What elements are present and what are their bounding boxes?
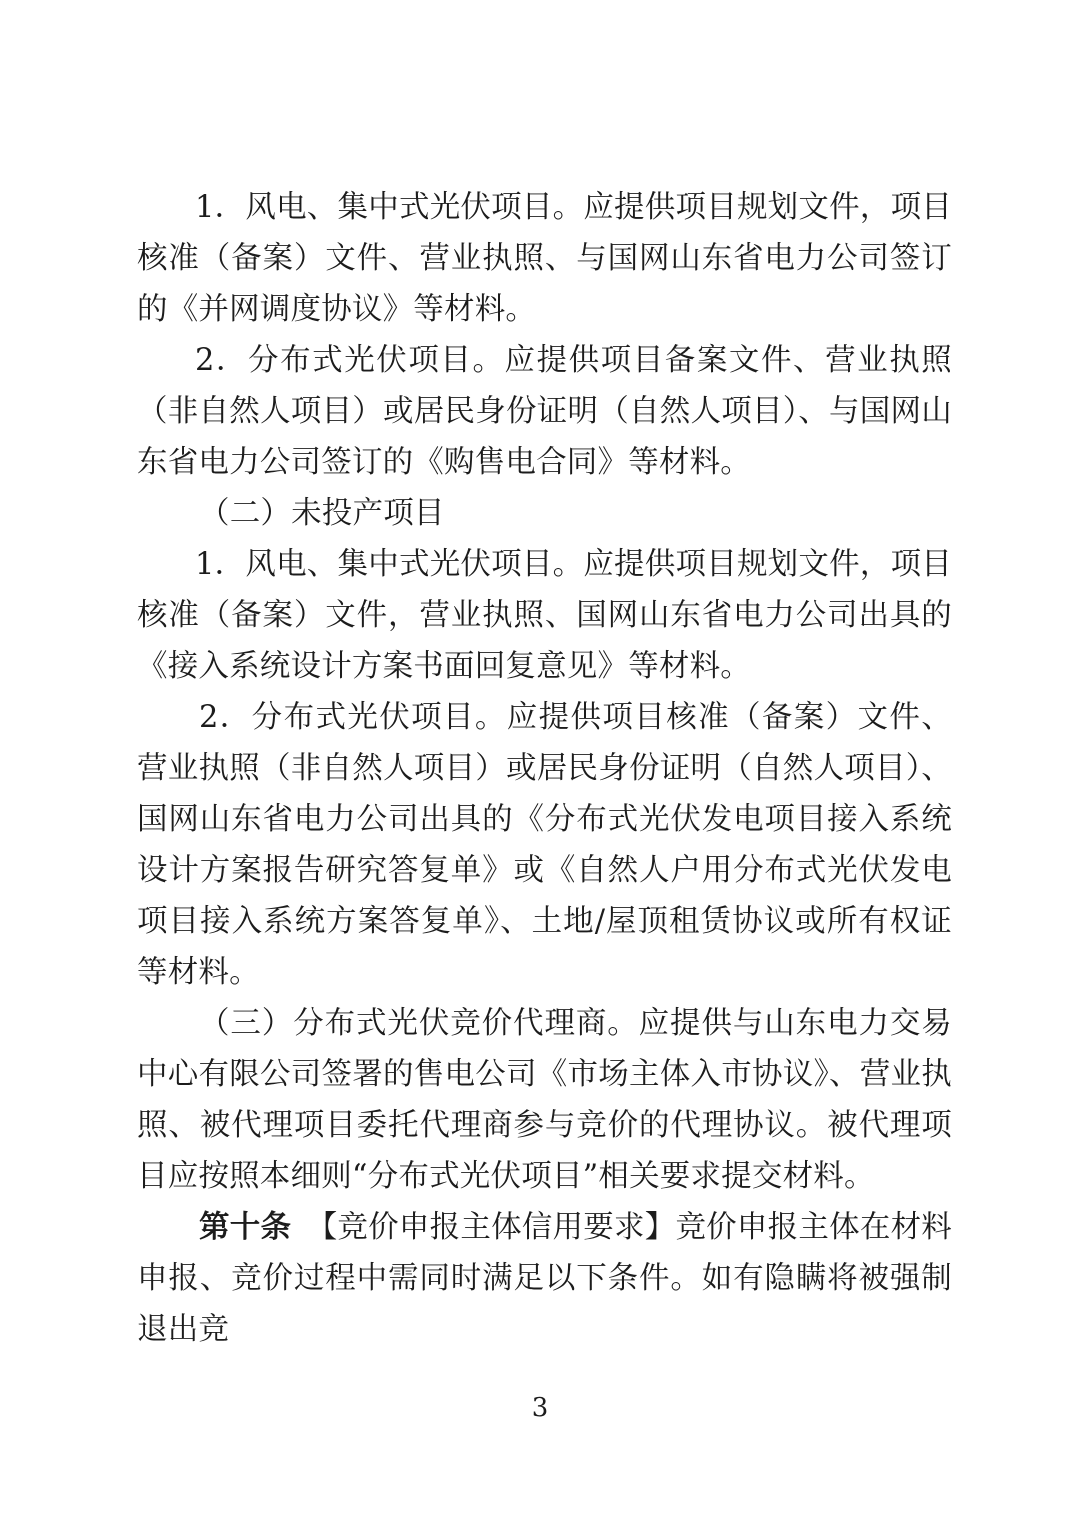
paragraph-1: 1．风电、集中式光伏项目。应提供项目规划文件，项目核准（备案）文件、营业执照、与国网山东省电力公司签订的《并网调度协议》等材料。 [137, 190, 952, 327]
document-body [137, 182, 952, 1355]
paragraph-5: 2．分布式光伏项目。应提供项目核准（备案）文件、营业执照（非自然人项目）或居民身份证明（自然人项目）、国网山东省电力公司出具的《分布式光伏发电项目接入系统设计方案报告研究答复单》或《自然人户用分布式光伏发电项目接入系统方案答复单》、土地/屋顶租赁协议或所有权证等材料。 [137, 700, 952, 990]
page-number: 3 [531, 1393, 549, 1423]
article-ten [137, 1202, 952, 1355]
section-heading-three: （三）分布式光伏竞价代理商。应提供与山东电力交易中心有限公司签署的售电公司《市场主体入市协议》、营业执照、被代理项目委托代理商参与竞价的代理协议。被代理项目应按照本细则“分布式光伏项目”相关要求提交材料。 [137, 1006, 952, 1194]
article-ten-body: 【竞价申报主体信用要求】竞价申报主体在材料申报、竞价过程中需同时满足以下条件。如有隐瞒将被强制退出竞 [137, 1210, 952, 1347]
paragraph-4: 1．风电、集中式光伏项目。应提供项目规划文件，项目核准（备案）文件，营业执照、国网山东省电力公司出具的《接入系统设计方案书面回复意见》等材料。 [137, 547, 952, 684]
section-heading-two: （二）未投产项目 [199, 496, 445, 531]
paragraph-2: 2．分布式光伏项目。应提供项目备案文件、营业执照（非自然人项目）或居民身份证明（自然人项目）、与国网山东省电力公司签订的《购售电合同》等材料。 [137, 343, 952, 480]
article-ten-label: 第十条 [199, 1209, 292, 1245]
